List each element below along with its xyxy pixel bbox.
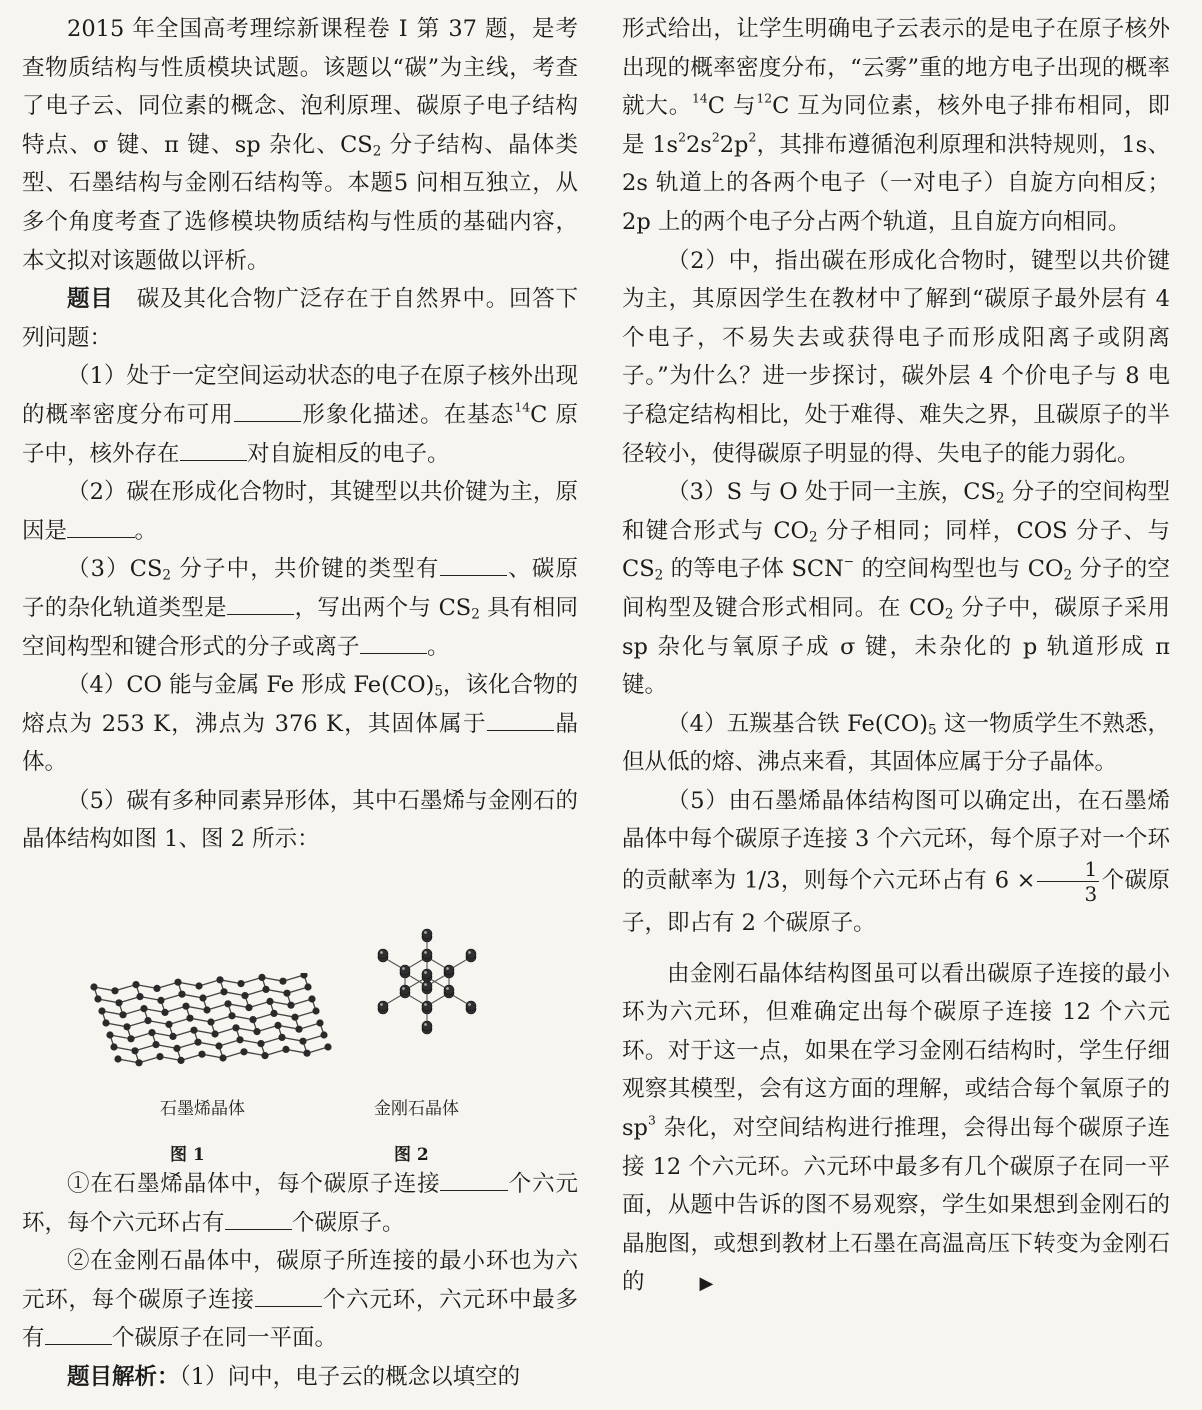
question-title: 题目 碳及其化合物广泛存在于自然界中。回答下列问题： — [22, 286, 578, 351]
question-3: $(3)CS_2$ 分子中，共价键的类型有 、碳原子的杂化轨道类型是 ，写出两个与 $CS_2$ 具有相同空间构型和键合形式的分子或离子 。 — [22, 556, 578, 660]
figure-2-number: 图 2 — [394, 1145, 429, 1166]
analysis-6: 由金刚石晶体结构图虽可以看出碳原子连接的最小环为六元环，但难确定出每个碳原子连接 12 个六元环。对于这一点，如果在学习金刚石结构时，学生仔细观察其模型，会有这方面的理解，或结合每个氧原子的 $sp^3$ 杂化，对空间结构进行推理，会得出每个碳原子连接 12 个六元环。六元环中最多有几个碳原子在同一平面，从题中告诉的图不易观察，学生如果想到金刚石的晶胞图，或想到教材上石墨在高温高压下转变为金刚石的 ▶ — [622, 955, 1170, 1304]
question-5-2: ②在金刚石晶体中，碳原子所连接的最小环也为六元环，每个碳原子连接 个六元环，六元环中最多有 个碳原子在同一平面。 — [22, 1248, 578, 1352]
answer-blank — [440, 1170, 508, 1191]
analysis-4: （4）五羰基合铁 $Fe(CO)_5$ 这一物质学生不熟悉，但从低的熔、沸点来看，其固体应属于分子晶体。 — [622, 710, 1170, 776]
graphene-structure-image — [86, 973, 336, 1083]
question-2: （2）碳在形成化合物时，其键型以共价键为主，原因是 。 — [22, 479, 578, 544]
fraction-one-third: $\frac{1}{3}$ — [1037, 859, 1099, 904]
answer-blank — [234, 401, 302, 422]
graphene-label: 石墨烯晶体 — [160, 1099, 245, 1120]
crystal-figures — [22, 863, 578, 1166]
right-column — [622, 10, 1170, 1304]
answer-blank — [487, 709, 555, 730]
answer-blank — [180, 439, 248, 460]
answer-blank — [255, 1286, 323, 1307]
analysis-5: （5）由石墨烯晶体结构图可以确定出，在石墨烯晶体中每个碳原子连接 3 个六元环，每个原子对一个环的贡献率为 1/3，则每个六元环占有 6 × $\frac{1}{3}$ 个碳原子，即占有 2 个碳原子。 — [622, 787, 1170, 937]
left-column — [22, 10, 578, 1397]
analysis-2: （2）中，指出碳在形成化合物时，键型以共价键为主，其原因学生在教材中了解到“碳原子最外层有 4 个电子，不易失去或获得电子而形成阳离子或阴离子。”为什么？进一步探讨，碳外层 4 个价电子与 8 电子稳定结构相比，处于难得、难失之界，且碳原子的半径较小，使得碳原子明显的得、失电子的能力弱化。 — [622, 247, 1170, 467]
question-5-1: ①在石墨烯晶体中，每个碳原子连接 个六元环，每个六元环占有 个碳原子。 — [22, 1171, 578, 1236]
answer-blank — [67, 516, 135, 537]
diamond-structure-image — [352, 887, 502, 1087]
answer-blank — [225, 1208, 293, 1229]
question-5: （5）碳有多种同素异形体，其中石墨烯与金刚石的晶体结构如图 1、图 2 所示： — [22, 787, 578, 853]
question-4: （4）CO 能与金属 Fe 形成 $Fe(CO)_5$，该化合物的熔点为 253 K，沸点为 376 K，其固体属于 晶体。 — [22, 672, 578, 776]
analysis-1: 形式给出，让学生明确电子云表示的是电子在原子核外出现的概率密度分布，“云雾”重的地方电子出现的概率就大。$^{14}$C 与$^{12}$C 互为同位素，核外电子排布相同，即是 $1s^22s^22p^2$，其排布遵循泡利原理和洪特规则，1s、2s 轨道上的各两个电子（一对电子）自旋方向相反；2p 上的两个电子分占两个轨道，且自旋方向相同。 — [622, 16, 1170, 235]
figure-1-number: 图 1 — [170, 1145, 205, 1166]
diamond-label: 金刚石晶体 — [374, 1099, 459, 1120]
answer-blank — [360, 632, 428, 653]
intro-paragraph: 2015 年全国高考理综新课程卷 Ⅰ 第 37 题，是考查物质结构与性质模块试题。该题以“碳”为主线，考查了电子云、同位素的概念、泡利原理、碳原子电子结构特点、σ 键、π 键、sp 杂化、$CS_2$ 分子结构、晶体类型、石墨结构与金刚石结构等。本题5 问相互独立，从多个角度考查了选修模块物质结构与性质的基础内容，本文拟对该题做以评析。 — [22, 16, 578, 274]
question-1: （1）处于一定空间运动状态的电子在原子核外出现的概率密度分布可用 形象化描述。在基态$^{14}$C 原子中，核外存在 对自旋相反的电子。 — [22, 363, 578, 467]
answer-blank — [440, 555, 508, 576]
analysis-start: 题目解析：（1）问中，电子云的概念以填空的 — [67, 1364, 521, 1391]
analysis-3: （3）S 与 O 处于同一主族，$CS_2$ 分子的空间构型和键合形式与 $CO_2$ 分子相同；同样，COS 分子、与 $CS_2$ 的等电子体 SCN− 的空间构型也与 $CO_2$ 分子的空间构型及键合形式相同。在 $CO_2$ 分子中，碳原子采用 sp 杂化与氧原子成 σ 键，未杂化的 p 轨道形成 π 键。 — [622, 479, 1170, 699]
continue-arrow-icon: ▶ — [699, 1273, 714, 1295]
answer-blank — [45, 1324, 113, 1345]
answer-blank — [227, 594, 295, 615]
